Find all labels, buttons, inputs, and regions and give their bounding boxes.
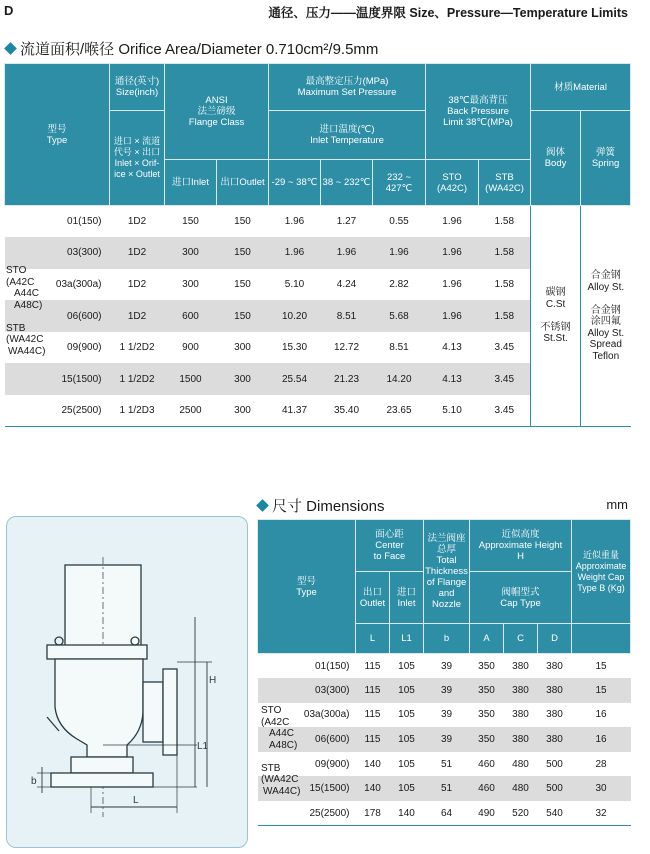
table-cell-w: 15 bbox=[572, 678, 631, 703]
table-cell-b: 51 bbox=[424, 776, 470, 801]
dim-type-header: 型号 Type bbox=[258, 520, 356, 654]
table-cell-L1: 105 bbox=[390, 678, 424, 703]
table-cell-C: 480 bbox=[504, 776, 538, 801]
table-cell-b: 39 bbox=[424, 727, 470, 752]
dimension-l1-label: L1 bbox=[197, 741, 209, 752]
table-cell-C: 380 bbox=[512, 709, 529, 721]
table-cell-L: 115 bbox=[364, 709, 381, 721]
model-group-line: WA44C) bbox=[8, 345, 46, 357]
table-cell-D: 540 bbox=[546, 807, 563, 819]
table-cell-p3: 1.96 bbox=[373, 237, 426, 269]
table-cell-stb: 1.58 bbox=[479, 237, 531, 269]
table-cell-D: 380 bbox=[538, 727, 572, 752]
model-group-line: STB bbox=[261, 762, 281, 774]
table-cell-size: 1 1/2D3 bbox=[119, 405, 155, 417]
table-row bbox=[258, 678, 631, 703]
material-header: 材质Material bbox=[531, 64, 631, 111]
table-cell-p1: 5.10 bbox=[284, 278, 305, 290]
sto-header: STO (A42C) bbox=[426, 160, 479, 206]
body-material-line: 不锈钢 bbox=[540, 321, 571, 333]
spring-material-line: 合金钢 bbox=[590, 270, 621, 282]
model-group-line: A48C) bbox=[269, 739, 298, 751]
l1-header: L1 bbox=[390, 624, 424, 654]
table-cell-p1: 10.20 bbox=[269, 300, 321, 332]
orifice-title-text: 流道面积/喉径 Orifice Area/Diameter 0.710cm²/9.5mm bbox=[20, 41, 379, 58]
spring-material-line: Teflon bbox=[592, 350, 620, 362]
table-cell-p2: 12.72 bbox=[334, 342, 360, 354]
table-cell-type: 03a(300a) bbox=[303, 709, 350, 721]
table-cell-type: 09(900) bbox=[67, 342, 102, 354]
model-group-line: WA44C) bbox=[263, 785, 301, 797]
table-cell-b: 39 bbox=[440, 709, 453, 721]
table-cell-A: 350 bbox=[470, 678, 504, 703]
table-cell-in: 900 bbox=[182, 342, 199, 354]
table-cell-L1: 105 bbox=[398, 660, 415, 672]
table-cell-sto: 1.96 bbox=[442, 216, 462, 228]
model-group-line: (A42C bbox=[261, 716, 290, 728]
body-material-line: C.St bbox=[545, 298, 566, 310]
table-cell-L: 140 bbox=[356, 776, 390, 801]
table-cell-type: 15(1500) bbox=[258, 776, 356, 801]
cap-type-header: 阀帽型式 Cap Type bbox=[470, 572, 572, 624]
model-group-line bbox=[6, 311, 45, 323]
table-cell-C: 380 bbox=[512, 660, 529, 672]
weight-unit-spacer bbox=[572, 624, 631, 654]
weight-header: 近似重量 Approximate Weight Cap Type B (Kg) bbox=[572, 520, 631, 624]
back-pressure-header: 38℃最高背压 Back Pressure Limit 38℃(MPa) bbox=[426, 64, 531, 160]
size-header: 通径(英寸) Size(inch) bbox=[110, 64, 165, 111]
table-cell-out: 150 bbox=[217, 237, 269, 269]
table-cell-A: 460 bbox=[470, 776, 504, 801]
table-cell-b: 51 bbox=[440, 758, 453, 770]
table-cell-type: 06(600) bbox=[258, 727, 356, 752]
table-cell-size: 1D2 bbox=[127, 278, 147, 290]
table-cell-p1: 25.54 bbox=[269, 363, 321, 395]
dimension-b-label: b bbox=[31, 776, 37, 787]
table-cell-size: 1 1/2D2 bbox=[119, 342, 155, 354]
model-group-line: A44C bbox=[14, 288, 40, 299]
model-group-line bbox=[261, 751, 300, 763]
table-cell-sto: 4.13 bbox=[426, 363, 479, 395]
model-group-label bbox=[6, 265, 45, 357]
table-cell-stb: 1.58 bbox=[479, 300, 531, 332]
table-cell-stb: 3.45 bbox=[494, 405, 515, 417]
b-header: b bbox=[424, 624, 470, 654]
section-letter: D bbox=[4, 3, 14, 18]
temp1-header: -29 ~ 38℃ bbox=[269, 160, 321, 206]
table-cell-out: 150 bbox=[234, 216, 251, 228]
model-group-line: STB bbox=[6, 322, 26, 334]
table-cell-A: 350 bbox=[478, 709, 495, 721]
spring-material-line: 涂四氟 bbox=[590, 316, 621, 328]
table-cell-type: 03a(300a) bbox=[55, 278, 102, 290]
table-cell-out: 300 bbox=[234, 405, 251, 417]
c-header: C bbox=[504, 624, 538, 654]
table-row bbox=[258, 727, 631, 752]
table-row bbox=[258, 752, 631, 777]
dimensions-title-text: 尺寸 Dimensions bbox=[272, 498, 385, 515]
table-cell-in: 1500 bbox=[165, 363, 217, 395]
outlet-header: 出口Outlet bbox=[217, 160, 269, 206]
table-cell-p1: 1.96 bbox=[269, 237, 321, 269]
model-group-line: A48C) bbox=[14, 299, 43, 311]
model-group-label bbox=[261, 705, 300, 797]
table-cell-p1: 1.96 bbox=[284, 216, 305, 228]
stb-header: STB (WA42C) bbox=[479, 160, 531, 206]
table-cell-p2: 8.51 bbox=[321, 300, 373, 332]
table-cell-L: 140 bbox=[364, 758, 381, 770]
table-cell-A: 490 bbox=[478, 807, 495, 819]
table-cell-L1: 105 bbox=[390, 776, 424, 801]
table-cell-L1: 140 bbox=[398, 807, 415, 819]
table-cell-type: 15(1500) bbox=[5, 363, 110, 395]
table-cell-type: 06(600) bbox=[5, 300, 110, 332]
valve-drawing-panel bbox=[6, 516, 248, 848]
table-cell-size: 1D2 bbox=[110, 237, 165, 269]
body-material-line: St.St. bbox=[543, 333, 568, 345]
table-cell-D: 380 bbox=[546, 709, 563, 721]
model-group-line: STO bbox=[6, 265, 27, 276]
table-cell-stb: 1.58 bbox=[494, 278, 515, 290]
table-cell-p2: 35.40 bbox=[334, 405, 360, 417]
table-cell-in: 600 bbox=[165, 300, 217, 332]
table-cell-out: 300 bbox=[217, 363, 269, 395]
table-cell-p3: 0.55 bbox=[389, 216, 409, 228]
spring-material-line: 合金钢 bbox=[590, 304, 621, 316]
table-cell-L: 115 bbox=[364, 660, 381, 672]
table-cell-in: 300 bbox=[165, 237, 217, 269]
table-cell-in: 300 bbox=[182, 278, 199, 290]
table-cell-C: 380 bbox=[504, 678, 538, 703]
d-header: D bbox=[538, 624, 572, 654]
table-cell-p3: 5.68 bbox=[373, 300, 426, 332]
table-cell-sto: 4.13 bbox=[442, 342, 462, 354]
table-cell-type: 01(150) bbox=[315, 660, 350, 672]
table-cell-type: 09(900) bbox=[315, 758, 350, 770]
orifice-section-title bbox=[6, 38, 378, 59]
table-cell-w: 16 bbox=[595, 709, 607, 721]
inlet-header: 进口Inlet bbox=[165, 160, 217, 206]
table-cell-A: 460 bbox=[478, 758, 495, 770]
table-cell-A: 350 bbox=[470, 727, 504, 752]
l-header: L bbox=[356, 624, 390, 654]
table-cell-p2: 21.23 bbox=[321, 363, 373, 395]
dimension-h-label: H bbox=[209, 675, 217, 686]
model-group-line: (WA42C bbox=[261, 774, 299, 785]
dim-inlet-header: 进口 Inlet bbox=[390, 572, 424, 624]
dimensions-table bbox=[257, 519, 631, 826]
table-cell-stb: 3.45 bbox=[494, 342, 515, 354]
body-material-cell bbox=[531, 206, 581, 427]
table-cell-p2: 4.24 bbox=[336, 278, 357, 290]
table-cell-L1: 105 bbox=[398, 758, 415, 770]
table-cell-sto: 5.10 bbox=[442, 405, 462, 417]
table-cell-p3: 8.51 bbox=[389, 342, 409, 354]
table-cell-type: 03(300) bbox=[5, 237, 110, 269]
table-cell-w: 15 bbox=[595, 660, 607, 672]
inlet-orifice-outlet-header: 进口 × 流道代号 × 出口 Inlet × Orif- ice × Outlet bbox=[110, 111, 165, 206]
table-cell-C: 380 bbox=[504, 727, 538, 752]
model-group-line: (WA42C bbox=[6, 334, 44, 345]
dimensions-section-title bbox=[258, 495, 385, 516]
table-cell-p3: 23.65 bbox=[386, 405, 412, 417]
table-cell-sto: 1.96 bbox=[442, 278, 462, 290]
table-cell-sto: 1.96 bbox=[426, 300, 479, 332]
thickness-header: 法兰阀座总厚 Total Thickness of Flange and Nozzle bbox=[424, 520, 470, 624]
table-cell-p1: 41.37 bbox=[282, 405, 308, 417]
table-cell-size: 1D2 bbox=[110, 300, 165, 332]
table-cell-L: 178 bbox=[364, 807, 381, 819]
approx-height-header: 近似高度 Approximate Height H bbox=[470, 520, 572, 572]
ansi-header: ANSI 法兰磅级 Flange Class bbox=[165, 64, 269, 160]
table-row bbox=[5, 206, 631, 238]
table-cell-stb: 1.58 bbox=[494, 216, 515, 228]
spring-material-cell bbox=[581, 206, 631, 427]
diamond-bullet-icon bbox=[256, 499, 269, 512]
table-cell-type: 01(150) bbox=[67, 216, 102, 228]
table-cell-type: 25(2500) bbox=[61, 405, 102, 417]
table-cell-w: 16 bbox=[572, 727, 631, 752]
unit-label: mm bbox=[606, 497, 628, 512]
table-cell-in: 150 bbox=[182, 216, 199, 228]
table-cell-stb: 3.45 bbox=[479, 363, 531, 395]
table-cell-D: 500 bbox=[546, 758, 563, 770]
page-title: 通径、压力——温度界限 Size、Pressure—Temperature Limits bbox=[268, 6, 628, 20]
table-row bbox=[258, 654, 631, 679]
table-cell-D: 500 bbox=[538, 776, 572, 801]
spring-material-line: Spread bbox=[589, 339, 622, 351]
table-cell-p2: 1.96 bbox=[321, 237, 373, 269]
table-cell-out: 300 bbox=[234, 342, 251, 354]
diamond-bullet-icon bbox=[4, 42, 17, 55]
table-cell-size: 1D2 bbox=[127, 216, 147, 228]
table-cell-size: 1 1/2D2 bbox=[110, 363, 165, 395]
table-row bbox=[258, 801, 631, 826]
table-cell-out: 150 bbox=[234, 278, 251, 290]
model-group-line: A44C bbox=[269, 728, 295, 739]
table-cell-sto: 1.96 bbox=[426, 237, 479, 269]
dimension-l-label: L bbox=[133, 795, 139, 806]
table-cell-L1: 105 bbox=[398, 709, 415, 721]
center-to-face-header: 面心距 Center to Face bbox=[356, 520, 424, 572]
spring-material-line: Alloy St. bbox=[587, 327, 625, 339]
inlet-temperature-header: 进口温度(℃) Inlet Temperature bbox=[269, 111, 426, 160]
type-header: 型号 Type bbox=[5, 64, 110, 206]
table-cell-L: 115 bbox=[356, 678, 390, 703]
table-cell-D: 380 bbox=[538, 678, 572, 703]
table-cell-b: 64 bbox=[440, 807, 453, 819]
body-header: 阀体 Body bbox=[531, 111, 581, 206]
table-row bbox=[258, 776, 631, 801]
table-cell-b: 39 bbox=[440, 660, 453, 672]
table-row bbox=[258, 703, 631, 728]
table-cell-D: 380 bbox=[546, 660, 563, 672]
table-cell-L1: 105 bbox=[390, 727, 424, 752]
temp3-header: 232 ~ 427℃ bbox=[373, 160, 426, 206]
table-cell-w: 28 bbox=[595, 758, 607, 770]
table-cell-p3: 2.82 bbox=[389, 278, 409, 290]
model-group-line: (A42C bbox=[6, 276, 35, 288]
table-cell-L: 115 bbox=[356, 727, 390, 752]
table-cell-C: 480 bbox=[512, 758, 529, 770]
max-set-pressure-header: 最高整定压力(MPa) Maximum Set Pressure bbox=[269, 64, 426, 111]
table-cell-C: 520 bbox=[512, 807, 529, 819]
pressure-temperature-table bbox=[4, 63, 631, 427]
table-cell-p1: 15.30 bbox=[282, 342, 308, 354]
table-cell-in: 2500 bbox=[179, 405, 202, 417]
table-cell-p3: 14.20 bbox=[373, 363, 426, 395]
table-cell-w: 30 bbox=[572, 776, 631, 801]
valve-cross-section-drawing bbox=[7, 517, 247, 847]
table-cell-b: 39 bbox=[424, 678, 470, 703]
dim-outlet-header: 出口 Outlet bbox=[356, 572, 390, 624]
body-material-line: 碳钢 bbox=[545, 287, 566, 299]
table-cell-w: 32 bbox=[595, 807, 607, 819]
model-group-line: STO bbox=[261, 705, 282, 716]
spring-material-line: Alloy St. bbox=[587, 281, 625, 293]
table-cell-type: 25(2500) bbox=[309, 807, 350, 819]
table-cell-A: 350 bbox=[478, 660, 495, 672]
table-cell-p2: 1.27 bbox=[336, 216, 357, 228]
table-cell-type: 03(300) bbox=[258, 678, 356, 703]
spring-header: 弹簧 Spring bbox=[581, 111, 631, 206]
table-cell-out: 150 bbox=[217, 300, 269, 332]
a-header: A bbox=[470, 624, 504, 654]
temp2-header: 38 ~ 232℃ bbox=[321, 160, 373, 206]
